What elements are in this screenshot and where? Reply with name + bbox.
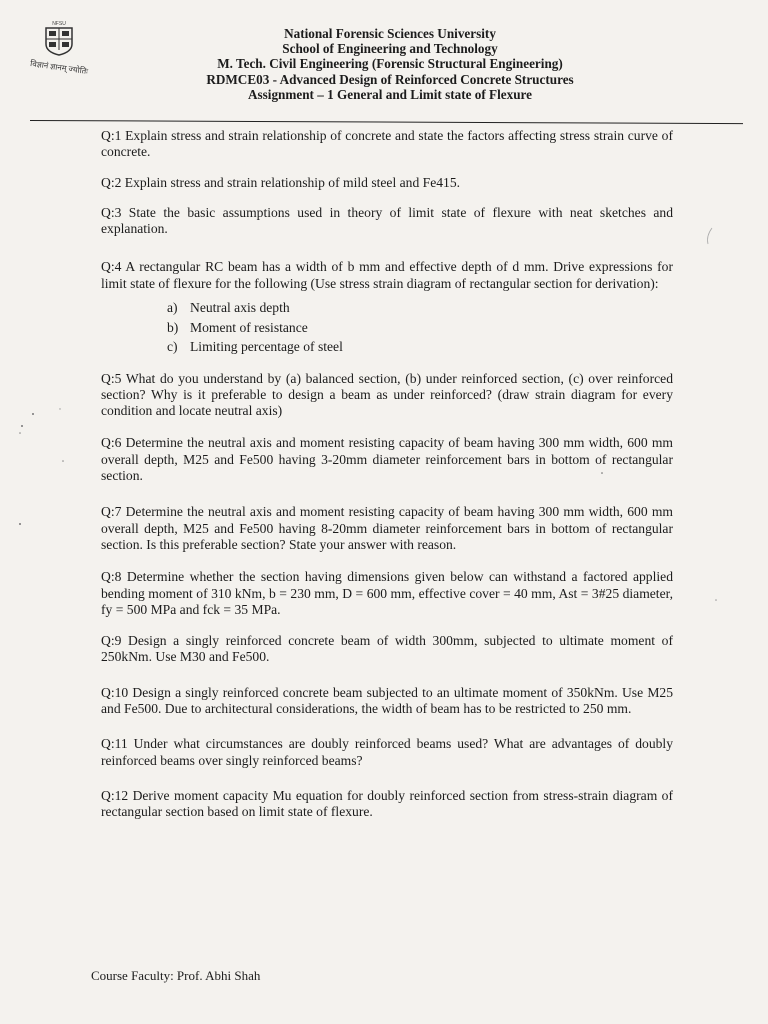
assignment-title: Assignment – 1 General and Limit state of Flexure	[248, 86, 532, 102]
subitem-label: a)	[167, 300, 178, 316]
question-12: Q:12 Derive moment capacity Mu equation for doubly reinforced section from stress-strain diagram of rectangular section based on limit state of flexure.	[101, 787, 673, 820]
question-5: Q:5 What do you understand by (a) balanced section, (b) under reinforced section, (c) over reinforced section? Why is it preferable to design a beam as under reinforced? (draw strain diagram for every condition and locate neutral axis)	[101, 370, 673, 419]
shield-icon	[44, 20, 74, 56]
question-9: Q:9 Design a singly reinforced concrete beam of width 300mm, subjected to ultimate moment of 250kNm. Use M30 and Fe500.	[101, 633, 673, 665]
course-name: RDMCE03 - Advanced Design of Reinforced Concrete Structures	[206, 71, 574, 87]
header-divider	[30, 120, 743, 124]
university-name: National Forensic Sciences University	[284, 26, 496, 41]
question-7: Q:7 Determine the neutral axis and moment resisting capacity of beam having 300 mm width, 600 mm overall depth, M25 and Fe500 having 8-20mm diameter reinforcement bars in bottom of rectangular section. Is this preferable section? State your answer with reason.	[101, 504, 673, 552]
logo-abbrev: NFSU	[52, 21, 66, 27]
university-logo	[22, 12, 112, 82]
school-name: School of Engineering and Technology	[282, 41, 498, 57]
program-name: M. Tech. Civil Engineering (Forensic Structural Engineering)	[217, 56, 563, 72]
subitem-text: Limiting percentage of steel	[190, 339, 343, 355]
subitem-label: c)	[167, 339, 178, 355]
logo-motto: विज्ञानं ज्ञानम् ज्योतिः	[29, 58, 89, 77]
question-3: Q:3 State the basic assumptions used in theory of limit state of flexure with neat sketches and explanation.	[101, 204, 673, 237]
question-list	[101, 128, 673, 821]
question-6: Q:6 Determine the neutral axis and moment resisting capacity of beam having 300 mm width, 600 mm overall depth, M25 and Fe500 having 3-20mm diameter reinforcement bars in bottom of rectangular section.	[101, 435, 673, 484]
course-faculty: Course Faculty: Prof. Abhi Shah	[91, 968, 261, 983]
document-header	[150, 26, 630, 102]
list-item	[167, 318, 673, 338]
question-1: Q:1 Explain stress and strain relationship of concrete and state the factors affecting stress strain curve of concrete.	[101, 128, 673, 160]
question-10: Q:10 Design a singly reinforced concrete beam subjected to an ultimate moment of 350kNm. Use M25 and Fe500. Due to architectural considerations, the width of beam has to be restricted to 250 mm.	[101, 684, 673, 717]
subitem-label: b)	[167, 319, 179, 335]
question-4-block	[101, 259, 673, 356]
subitem-text: Moment of resistance	[190, 319, 308, 335]
question-8: Q:8 Determine whether the section having dimensions given below can withstand a factored applied bending moment of 310 kNm, b = 230 mm, D = 600 mm, effective cover = 40 mm, Ast = 3#25 diameter, fy = 500 MPa and fck = 35 MPa.	[101, 569, 673, 617]
question-11: Q:11 Under what circumstances are doubly reinforced beams used? What are advantages of doubly reinforced beams over singly reinforced beams?	[101, 736, 673, 768]
list-item	[167, 337, 673, 357]
question-4-subitems	[167, 298, 673, 357]
question-4: Q:4 A rectangular RC beam has a width of b mm and effective depth of d mm. Drive expressions for limit state of flexure for the following (Use stress strain diagram of rectangular section for derivation):	[101, 259, 673, 291]
subitem-text: Neutral axis depth	[190, 300, 290, 316]
list-item	[167, 298, 673, 318]
question-2: Q:2 Explain stress and strain relationship of mild steel and Fe415.	[101, 174, 461, 190]
